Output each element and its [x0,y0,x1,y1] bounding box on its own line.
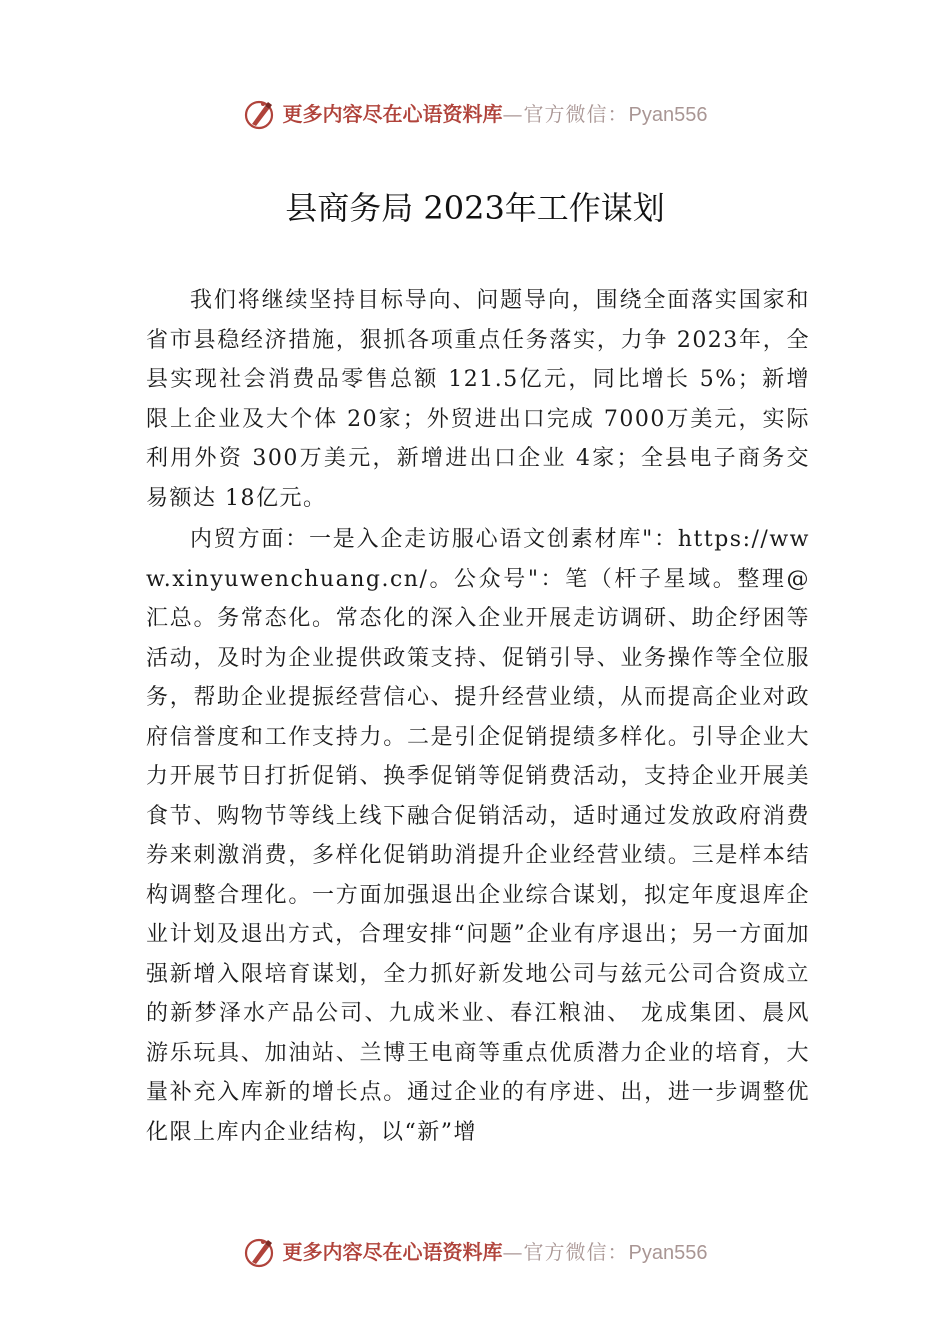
header-banner [0,94,950,134]
document-title: 县商务局 2023年工作谋划 [285,189,665,227]
footer-banner [0,1232,950,1272]
banner-wechat-label: —官方微信： [502,1239,629,1264]
banner-wechat-label: —官方微信： [502,101,629,126]
banner-main-text: 更多内容尽在心语资料库 [282,101,503,126]
pen-circle-logo-icon [243,1235,277,1269]
pen-circle-logo-icon [243,97,277,131]
banner-text [283,97,708,132]
banner-text [283,1235,708,1270]
banner-wechat-id: Pyan556 [628,103,708,126]
banner-main-text: 更多内容尽在心语资料库 [282,1239,503,1264]
paragraph-domestic-trade: 内贸方面：一是入企走访服心语文创素材库"：https://www.xinyuwenchuang.cn/。公众号"：笔（杆子星域。整理@汇总。务常态化。常态化的深入企业开展走访调研、助企纾困等活动，及时为企业提供政策支持、促销引导、业务操作等全位服务，帮助企业提振经营信心、提升经营业绩，从而提高企业对政府信誉度和工作支持力。二是引企促销提绩多样化。引导企业大力开展节日打折促销、换季促销等促销费活动，支持企业开展美食节、购物节等线上线下融合促销活动，适时通过发放政府消费券来刺激消费，多样化促销助消提升企业经营业绩。三是样本结构调整合理化。一方面加强退出企业综合谋划，拟定年度退库企业计划及退出方式，合理安排“问题”企业有序退出；另一方面加强新增入限培育谋划，全力抓好新发地公司与兹元公司合资成立的新梦泽水产品公司、九成米业、春江粮油、 龙成集团、晨风游乐玩具、加油站、兰博王电商等重点优质潜力企业的培育，大量补充入库新的增长点。通过企业的有序进、出，进一步调整优化限上库内企业结构，以“新”增 [146,527,810,1145]
document-body [146,281,810,1152]
banner-wechat-id: Pyan556 [628,1241,708,1264]
paragraph-goals: 我们将继续坚持目标导向、问题导向，围绕全面落实国家和省市县稳经济措施，狠抓各项重点任务落实，力争 2023年，全县实现社会消费品零售总额 121.5亿元，同比增长 5%；新增限上企业及大个体 20家；外贸进出口完成 7000万美元，实际利用外资 300万美元，新增进出口企业 4家；全县电子商务交易额达 18亿元。 [146,288,810,511]
